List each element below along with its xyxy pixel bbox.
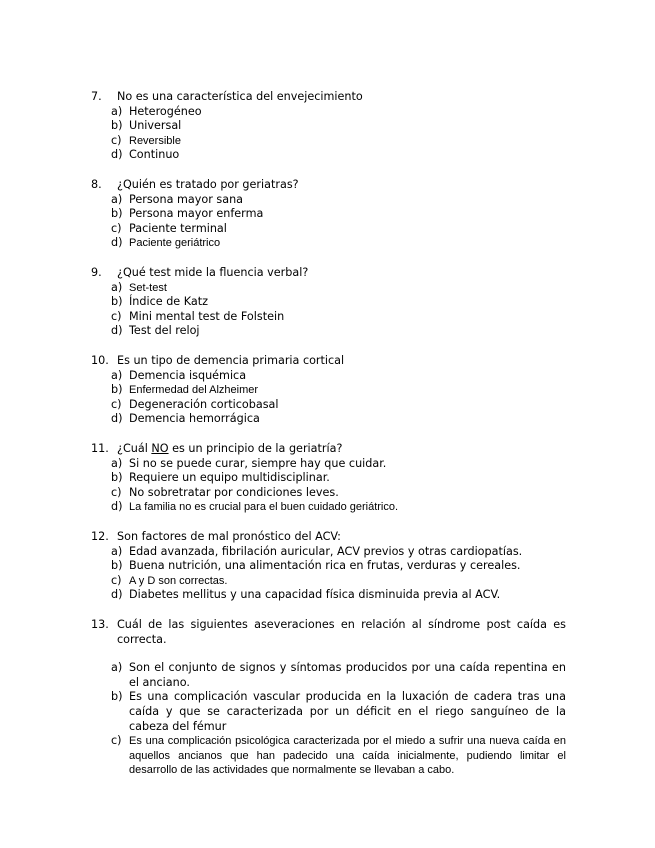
- option-letter: d): [111, 500, 123, 514]
- option-d: [111, 236, 566, 251]
- option-text: La familia no es crucial para el buen cuidado geriátrico.: [129, 501, 399, 514]
- option-c: [111, 398, 566, 413]
- option-c: [111, 222, 566, 237]
- question-12: [91, 530, 566, 603]
- option-letter: b): [111, 295, 123, 309]
- question-text: No es una característica del envejecimiento: [117, 90, 363, 103]
- option-text: Reversible: [129, 134, 181, 147]
- option-text: Buena nutrición, una alimentación rica en frutas, verduras y cereales.: [129, 559, 521, 573]
- option-text: Demencia hemorrágica: [129, 412, 260, 426]
- option-text: Enfermedad del Alzheimer: [129, 384, 259, 397]
- option-text: Mini mental test de Folstein: [129, 309, 285, 323]
- option-c: [111, 486, 566, 501]
- question-text-underlined: NO: [151, 442, 169, 455]
- question-text-before: ¿Cuál: [117, 442, 152, 455]
- question-11: [91, 442, 566, 515]
- option-c: [111, 134, 566, 149]
- question-text-after: es un principio de la geriatría?: [168, 442, 343, 455]
- question-9: [91, 266, 566, 339]
- question-text: ¿Qué test mide la fluencia verbal?: [117, 266, 309, 279]
- option-text: Heterogéneo: [129, 104, 202, 118]
- option-d: [111, 412, 566, 427]
- option-text: Universal: [129, 119, 182, 133]
- option-letter: a): [111, 280, 123, 294]
- option-text: Requiere un equipo multidisciplinar.: [129, 471, 330, 485]
- option-text: Si no se puede curar, siempre hay que cuidar.: [129, 456, 387, 470]
- question-13: [91, 618, 566, 778]
- option-letter: b): [111, 690, 123, 704]
- option-text: Demencia isquémica: [129, 368, 247, 382]
- option-c: [111, 574, 566, 589]
- option-letter: d): [111, 236, 123, 250]
- option-c: [111, 310, 566, 325]
- option-letter: d): [111, 412, 123, 426]
- option-a: [111, 369, 566, 384]
- option-text: Set-test: [129, 281, 167, 294]
- option-a: [111, 193, 566, 208]
- option-letter: d): [111, 588, 123, 602]
- option-text: Degeneración corticobasal: [129, 397, 279, 411]
- option-c: [111, 734, 566, 778]
- option-text: Continuo: [129, 148, 180, 162]
- option-letter: c): [111, 734, 122, 748]
- option-letter: b): [111, 383, 123, 397]
- option-a: [111, 105, 566, 120]
- question-text: Es un tipo de demencia primaria cortical: [117, 354, 345, 367]
- option-b: [111, 207, 566, 222]
- question-number: 8.: [91, 178, 102, 191]
- question-number: 13.: [91, 618, 109, 631]
- option-text: Son el conjunto de signos y síntomas producidos por una caída repentina en el anciano.: [129, 661, 566, 689]
- question-7: [91, 90, 566, 163]
- option-text: Es una complicación vascular producida en la luxación de cadera tras una caída y que se caracterizada por un déficit en el riego sanguíneo de la cabeza del fémur: [129, 690, 566, 733]
- option-d: [111, 324, 566, 339]
- option-text: Persona mayor sana: [129, 192, 244, 206]
- option-d: [111, 500, 566, 515]
- question-number: 9.: [91, 266, 102, 279]
- option-a: [111, 661, 566, 690]
- question-number: 11.: [91, 442, 109, 455]
- option-letter: b): [111, 559, 123, 573]
- option-text: Edad avanzada, fibrilación auricular, ACV previos y otras cardiopatías.: [129, 544, 523, 558]
- option-text: Paciente terminal: [129, 221, 227, 235]
- option-letter: a): [111, 192, 123, 206]
- option-letter: a): [111, 368, 123, 382]
- option-a: [111, 281, 566, 296]
- option-b: [111, 559, 566, 574]
- option-letter: c): [111, 309, 122, 323]
- option-letter: b): [111, 207, 123, 221]
- question-text: Son factores de mal pronóstico del ACV:: [117, 530, 341, 543]
- option-letter: d): [111, 324, 123, 338]
- question-number: 10.: [91, 354, 109, 367]
- option-letter: a): [111, 661, 123, 675]
- option-text: Persona mayor enferma: [129, 207, 264, 221]
- question-text: [117, 442, 566, 457]
- option-b: [111, 690, 566, 734]
- option-letter: c): [111, 573, 122, 587]
- option-letter: c): [111, 221, 122, 235]
- question-number: 7.: [91, 90, 102, 103]
- question-number: 12.: [91, 530, 109, 543]
- option-text: Paciente geriátrico: [129, 237, 221, 250]
- option-text: Es una complicación psicológica caracterizada por el miedo a sufrir una nueva caída en aquellos ancianos que han padecido una caída inicialmente, pudiendo limitar el desarrollo de las actividades que normalmente se llevaban a cabo.: [129, 735, 566, 777]
- option-letter: c): [111, 133, 122, 147]
- question-text: Cuál de las siguientes aseveraciones en relación al síndrome post caída es correcta.: [117, 618, 566, 646]
- option-text: A y D son correctas.: [129, 574, 228, 587]
- option-text: Diabetes mellitus y una capacidad física disminuida previa al ACV.: [129, 588, 501, 602]
- option-letter: d): [111, 148, 123, 162]
- option-letter: c): [111, 397, 122, 411]
- option-a: [111, 545, 566, 560]
- spacer: [91, 647, 566, 661]
- option-text: Test del reloj: [129, 324, 200, 338]
- option-text: No sobretratar por condiciones leves.: [129, 485, 339, 499]
- question-8: [91, 178, 566, 251]
- option-letter: a): [111, 104, 123, 118]
- option-text: Índice de Katz: [129, 295, 208, 309]
- question-text: ¿Quién es tratado por geriatras?: [117, 178, 299, 191]
- option-b: [111, 295, 566, 310]
- option-b: [111, 471, 566, 486]
- option-a: [111, 457, 566, 472]
- option-b: [111, 119, 566, 134]
- option-b: [111, 383, 566, 398]
- option-letter: b): [111, 471, 123, 485]
- option-letter: c): [111, 485, 122, 499]
- question-10: [91, 354, 566, 427]
- option-d: [111, 148, 566, 163]
- option-d: [111, 588, 566, 603]
- option-letter: b): [111, 119, 123, 133]
- option-letter: a): [111, 456, 123, 470]
- option-letter: a): [111, 544, 123, 558]
